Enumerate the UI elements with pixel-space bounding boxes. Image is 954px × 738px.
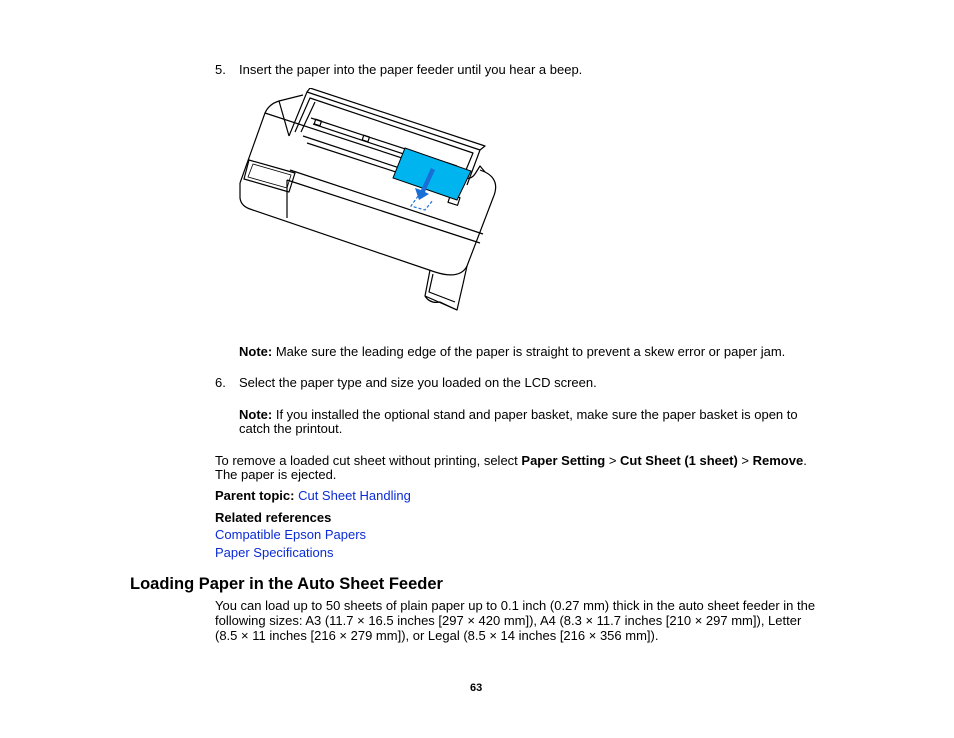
note-1-label: Note: [239, 344, 273, 359]
note-2-line-2: catch the printout. [239, 421, 343, 436]
remove-bold-2: Cut Sheet (1 sheet) [620, 453, 738, 468]
note-2-label: Note: [239, 407, 273, 422]
note-1-text: Make sure the leading edge of the paper is straight to prevent a skew error or paper jam. [272, 344, 786, 359]
printer-illustration [235, 88, 510, 314]
remove-text-4: . [803, 453, 807, 468]
remove-text-2: > [605, 453, 621, 468]
remove-text-3: > [737, 453, 753, 468]
parent-topic [215, 488, 411, 503]
remove-paragraph-line-2: The paper is ejected. [215, 467, 337, 482]
note-2-text: If you installed the optional stand and paper basket, make sure the paper basket is open to [272, 407, 798, 422]
note-1 [239, 344, 785, 359]
step-5-text: Insert the paper into the paper feeder until you hear a beep. [239, 62, 583, 77]
remove-bold-1: Paper Setting [521, 453, 606, 468]
page-number: 63 [470, 682, 483, 694]
parent-topic-link[interactable]: Cut Sheet Handling [298, 488, 411, 503]
related-references-heading: Related references [215, 510, 332, 525]
step-5-number: 5. [215, 62, 226, 77]
remove-bold-3: Remove [752, 453, 804, 468]
section-body-line-2: following sizes: A3 (11.7 × 16.5 inches [297 × 420 mm]), A4 (8.3 × 11.7 inches [210 × 297 mm]), Letter [215, 613, 802, 628]
section-body-line-3: (8.5 × 11 inches [216 × 279 mm]), or Legal (8.5 × 14 inches [216 × 356 mm]). [215, 628, 659, 643]
section-body-line-1: You can load up to 50 sheets of plain paper up to 0.1 inch (0.27 mm) thick in the auto sheet feeder in the [215, 598, 816, 613]
note-2-line-1 [239, 407, 798, 422]
remove-paragraph-line-1 [215, 453, 807, 468]
step-6-text: Select the paper type and size you loaded on the LCD screen. [239, 375, 597, 390]
related-link-paper-specifications[interactable]: Paper Specifications [215, 545, 334, 560]
remove-text-1: To remove a loaded cut sheet without printing, select [215, 453, 522, 468]
related-link-compatible-papers[interactable]: Compatible Epson Papers [215, 527, 367, 542]
step-6-number: 6. [215, 375, 226, 390]
parent-topic-label: Parent topic: [215, 488, 295, 503]
section-heading: Loading Paper in the Auto Sheet Feeder [130, 575, 443, 593]
